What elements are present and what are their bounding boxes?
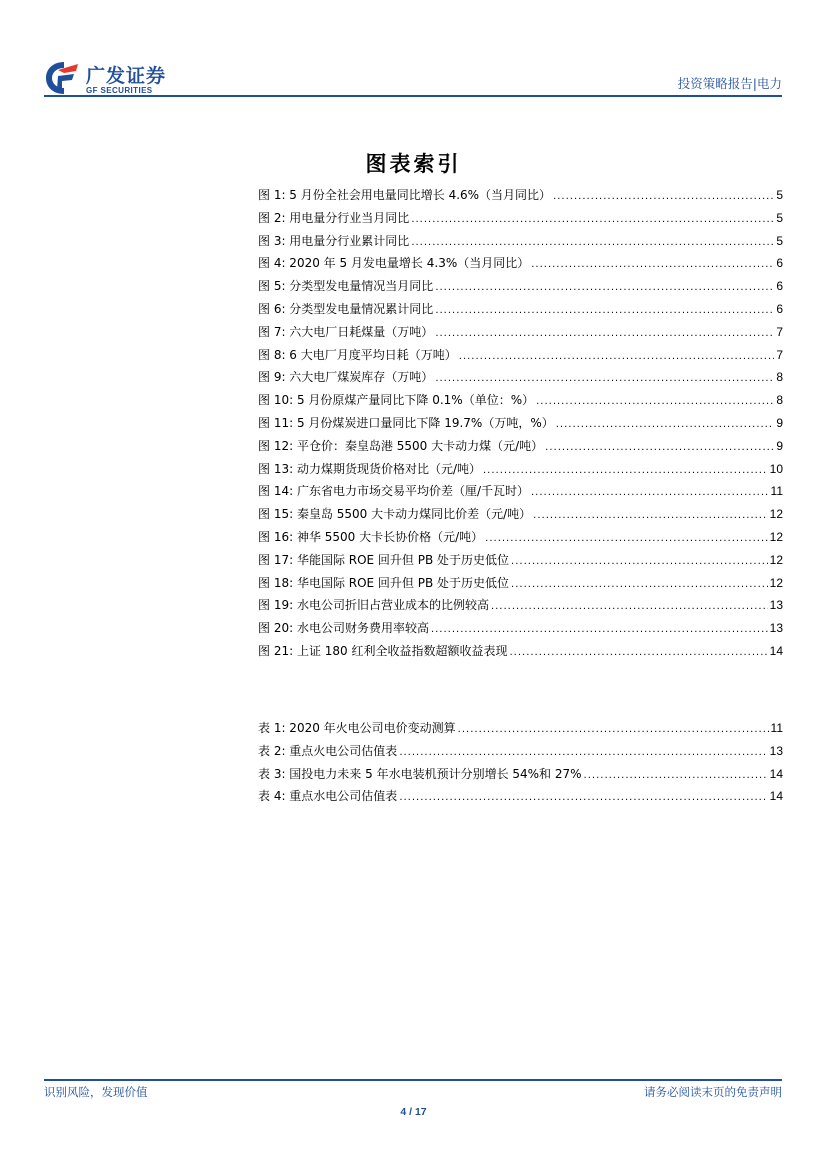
toc-figure-entry[interactable] xyxy=(258,391,783,414)
toc-entry-page: 10 xyxy=(769,461,783,476)
toc-entry-label: 图 16: 神华 5500 大卡长协价格（元/吨） xyxy=(258,529,484,544)
toc-leader-dots xyxy=(545,442,774,453)
toc-entry-label: 表 3: 国投电力未来 5 年水电装机预计分别增长 54%和 27% xyxy=(258,766,582,781)
toc-entry-label: 图 6: 分类型发电量情况累计同比 xyxy=(258,301,434,316)
toc-entry-page: 6 xyxy=(776,256,783,271)
toc-entry-page: 12 xyxy=(769,552,783,567)
toc-leader-dots xyxy=(536,396,774,407)
toc-entry-label: 图 3: 用电量分行业累计同比 xyxy=(258,233,410,248)
toc-leader-dots xyxy=(483,465,768,476)
toc-entry-page: 14 xyxy=(769,789,783,804)
toc-entry-label: 表 1: 2020 年火电公司电价变动测算 xyxy=(258,721,456,735)
toc-figure-entry[interactable] xyxy=(258,232,783,255)
toc-entry-label: 图 4: 2020 年 5 月发电量增长 4.3%（当月同比） xyxy=(258,256,530,271)
toc-figure-entry[interactable] xyxy=(258,619,783,642)
toc-leader-dots xyxy=(399,792,767,803)
toc-leader-dots xyxy=(485,533,767,544)
toc-entry-page: 11 xyxy=(770,484,783,499)
toc-leader-dots xyxy=(509,647,767,658)
toc-entry-page: 5 xyxy=(776,188,783,202)
toc-leader-dots xyxy=(553,191,774,202)
toc-entry-page: 9 xyxy=(776,415,783,430)
toc-leader-dots xyxy=(531,487,769,498)
toc-entry-page: 12 xyxy=(769,507,783,522)
toc-entry-page: 12 xyxy=(769,529,783,544)
toc-figure-entry[interactable] xyxy=(258,460,783,483)
toc-table-entry[interactable] xyxy=(258,742,783,765)
toc-entry-label: 图 12: 平仓价：秦皇岛港 5500 大卡动力煤（元/吨） xyxy=(258,438,544,453)
toc-entry-page: 7 xyxy=(776,324,783,339)
toc-entry-label: 图 14: 广东省电力市场交易平均价差（厘/千瓦时） xyxy=(258,484,529,499)
toc-entry-page: 13 xyxy=(769,743,783,758)
toc-leader-dots xyxy=(491,601,768,612)
toc-entry-label: 图 2: 用电量分行业当月同比 xyxy=(258,210,410,225)
toc-entry-page: 6 xyxy=(776,279,783,294)
footer-divider xyxy=(44,1079,782,1081)
toc-figure-entry[interactable] xyxy=(258,414,783,437)
toc-entry-page: 9 xyxy=(776,438,783,453)
toc-title: 图表索引 xyxy=(365,151,462,176)
toc-table-entry[interactable] xyxy=(258,719,783,742)
toc-figure-entry[interactable] xyxy=(258,277,783,300)
toc-entry-label: 图 20: 水电公司财务费用率较高 xyxy=(258,621,429,636)
toc-entry-label: 图 1: 5 月份全社会用电量同比增长 4.6%（当月同比） xyxy=(258,188,552,202)
toc-entry-page: 13 xyxy=(769,621,783,636)
toc-figure-entry[interactable] xyxy=(258,209,783,232)
toc-entry-page: 11 xyxy=(770,721,783,735)
toc-leader-dots xyxy=(584,770,768,781)
toc-figure-entry[interactable] xyxy=(258,596,783,619)
toc-entry-label: 图 9: 六大电厂煤炭库存（万吨） xyxy=(258,370,434,385)
toc-leader-dots xyxy=(511,556,768,567)
toc-entry-label: 图 18: 华电国际 ROE 回升但 PB 处于历史低位 xyxy=(258,575,510,590)
toc-leader-dots xyxy=(458,724,769,735)
toc-leader-dots xyxy=(411,214,774,225)
toc-leader-dots xyxy=(459,351,775,362)
toc-figure-entry[interactable] xyxy=(258,642,783,665)
toc-leader-dots xyxy=(411,237,774,248)
toc-figure-entry[interactable] xyxy=(258,323,783,346)
page-header xyxy=(44,56,782,96)
toc-entry-page: 7 xyxy=(776,347,783,362)
toc-entry-label: 图 8: 6 大电厂月度平均日耗（万吨） xyxy=(258,347,457,362)
toc-leader-dots xyxy=(435,282,774,293)
toc-figure-entry[interactable] xyxy=(258,300,783,323)
toc-figure-entry[interactable] xyxy=(258,574,783,597)
toc-leader-dots xyxy=(531,259,774,270)
toc-leader-dots xyxy=(556,419,775,430)
toc-entry-label: 图 11: 5 月份煤炭进口量同比下降 19.7%（万吨，%） xyxy=(258,415,554,430)
toc-leader-dots xyxy=(435,373,774,384)
toc-leader-dots xyxy=(435,328,774,339)
toc-entry-page: 5 xyxy=(776,210,783,225)
toc-leader-dots xyxy=(533,510,767,521)
toc-figure-entry[interactable] xyxy=(258,186,783,209)
toc-leader-dots xyxy=(511,579,768,590)
figure-index-list xyxy=(258,186,783,665)
toc-entry-page: 14 xyxy=(769,766,783,781)
toc-figure-entry[interactable] xyxy=(258,368,783,391)
page-number: 4 / 17 xyxy=(400,1106,427,1118)
toc-figure-entry[interactable] xyxy=(258,505,783,528)
footer-slogan: 识别风险，发现价值 xyxy=(44,1085,148,1099)
footer-disclaimer-note: 请务必阅读末页的免责声明 xyxy=(644,1085,782,1099)
toc-entry-label: 图 7: 六大电厂日耗煤量（万吨） xyxy=(258,324,434,339)
toc-entry-label: 图 10: 5 月份原煤产量同比下降 0.1%（单位：%） xyxy=(258,393,535,408)
toc-entry-label: 图 21: 上证 180 红利全收益指数超额收益表现 xyxy=(258,643,508,658)
toc-entry-page: 8 xyxy=(776,393,783,408)
toc-figure-entry[interactable] xyxy=(258,551,783,574)
toc-entry-page: 13 xyxy=(769,598,783,613)
header-divider xyxy=(44,95,782,97)
toc-entry-page: 5 xyxy=(776,233,783,248)
toc-entry-label: 图 13: 动力煤期货现货价格对比（元/吨） xyxy=(258,461,481,476)
toc-leader-dots xyxy=(435,305,774,316)
toc-entry-label: 图 17: 华能国际 ROE 回升但 PB 处于历史低位 xyxy=(258,552,510,567)
toc-leader-dots xyxy=(431,624,768,635)
toc-entry-label: 图 15: 秦皇岛 5500 大卡动力煤同比价差（元/吨） xyxy=(258,507,532,522)
toc-table-entry[interactable] xyxy=(258,787,783,810)
gf-logo-icon xyxy=(44,60,82,96)
table-index-list xyxy=(258,719,783,810)
gf-securities-logo xyxy=(44,60,184,96)
toc-entry-page: 8 xyxy=(776,370,783,385)
logo-english-name: GF SECURITIES xyxy=(86,86,153,95)
toc-entry-label: 表 2: 重点火电公司估值表 xyxy=(258,743,398,758)
toc-figure-entry[interactable] xyxy=(258,528,783,551)
toc-figure-entry[interactable] xyxy=(258,437,783,460)
report-type: 投资策略报告|电力 xyxy=(677,76,782,91)
toc-leader-dots xyxy=(399,747,767,758)
toc-entry-label: 图 19: 水电公司折旧占营业成本的比例较高 xyxy=(258,598,489,613)
toc-figure-entry[interactable] xyxy=(258,254,783,277)
toc-figure-entry[interactable] xyxy=(258,346,783,369)
toc-entry-page: 12 xyxy=(769,575,783,590)
toc-entry-label: 图 5: 分类型发电量情况当月同比 xyxy=(258,279,434,294)
logo-chinese-name: 广发证券 xyxy=(86,65,167,87)
toc-table-entry[interactable] xyxy=(258,765,783,788)
toc-entry-label: 表 4: 重点水电公司估值表 xyxy=(258,789,398,804)
toc-figure-entry[interactable] xyxy=(258,482,783,505)
toc-entry-page: 6 xyxy=(776,301,783,316)
toc-entry-page: 14 xyxy=(769,643,783,658)
